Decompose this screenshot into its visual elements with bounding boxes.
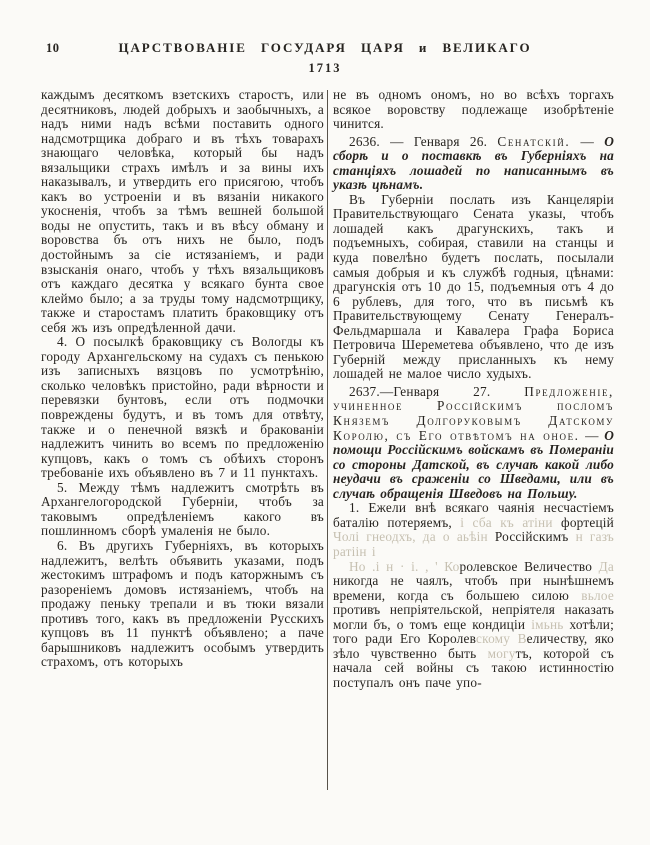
text-column-right — [333, 88, 614, 690]
column-divider-rule — [327, 90, 328, 790]
entry-2637-heading — [333, 385, 614, 501]
text-run: еличеству, яко зѣло чувственно быть — [333, 631, 614, 661]
faded-text-run: і сба къ атіни — [460, 514, 562, 530]
faded-text-run: могу — [487, 645, 516, 661]
page-number: 10 — [46, 41, 60, 55]
text-run: противъ непріятельской, непріятеля наказать могли бъ, о томъ еще кондиціи — [333, 602, 614, 632]
text-run: каждымъ десяткомъ взетскихъ старостъ, или десятниковъ, людей добрыхъ и заобычныхъ, а надъ ними надъ всѣми поставить одного надсмотрщика добраго и въ тѣхъ товарахъ знающаго человѣка, который бы надъ вязальщики страхъ имѣлъ и за вины ихъ наказывалъ, и утвердить его присягою, чтобъ какъ во устроеніи и въ вязаніи никакого укосненія, чтобъ за тѣмъ вешней большой воды не опустить, такъ и въ вѣсу обману и воровства бъ отъ нихъ не было, подъ достойнымъ за сіе истязаніемъ, и ради взысканія онаго, чтобъ у тѣхъ вязальщиковъ отъ каждаго десятка у всякаго бунта свое клеймо было; а за труды тому надсмотрщику, также и старостамъ платить браковщику отъ себя жъ изъ опредѣленной дачи. — [41, 87, 324, 335]
text-run: 2636. — Генваря 26. — [349, 133, 498, 149]
running-title: ЦАРСТВОВАНІЕ ГОСУДАРЯ ЦАРЯ и ВЕЛИКАГО — [118, 40, 532, 55]
text-run: тъ, которой съ начала сей войны съ такою истинностію поступалъ онъ паче упо- — [333, 645, 614, 690]
text-run: 1. Ежели внѣ всякаго чаянія несчастіемъ баталію потеряемъ, — [333, 500, 614, 530]
text-run: — — [570, 133, 605, 149]
law-item-4 — [41, 335, 324, 480]
text-run: не въ одномъ ономъ, но во всѣхъ торгахъ всякое воровству подлежаще изобрѣтеніе чинится. — [333, 87, 614, 132]
faded-text-run: імьнь — [531, 616, 570, 632]
faded-text-run: Чолі гнеодхъ, да о аьѣін — [333, 529, 495, 545]
text-run: Въ Губерніи послать изъ Канцеляріи Правительствующаго Сената указы, чтобъ лошадей какъ драгунскихъ, такъ и подъемныхъ, собирая, ставили на станцы и куда повелѣно будетъ послать, посылали самыя добрыя и къ службѣ годныя, цѣнами: драгунскія отъ 10 до 15, подъемныя отъ 4 до 6 рублевъ, для того, что въ письмѣ къ Правительствующему Сенату Генералъ-Фельдмаршала и Кавалера Графа Бориса Петровича Шереметева объявлено, что де изъ Губерній между присланныхъ къ нему лошадей не малое число худыхъ. — [333, 191, 614, 382]
year-heading: 1713 — [308, 61, 342, 75]
faded-text-run: вьлое — [581, 587, 614, 603]
text-run: Россійскимъ — [494, 529, 576, 545]
text-run: хотѣли; того ради Его Королев — [333, 616, 615, 647]
text-run: 6. Въ другихъ Губерніяхъ, въ которыхъ надлежитъ, велѣть объявить указами, подъ жестокимъ штрафомъ и подъ каторжнымъ съ разореніемъ домовъ истязаніемъ, чтобъ на продажу пеньку трепали и въ тюки вязали противъ того, какъ въ предложеніи Русскихъ купцовъ въ 11 пунктѣ объявлено; а паче барышниковъ надлежитъ особымъ утвердить страхомъ, отъ которыхъ — [41, 537, 324, 670]
entry-2637-point-1 — [333, 501, 614, 559]
faded-text-run: Но .і н · і. , ' Ко — [349, 558, 460, 574]
text-run: Сенатскій. — [497, 133, 571, 149]
text-run: — — [579, 427, 605, 443]
text-column-left — [41, 88, 324, 670]
text-run: 5. Между тѣмъ надлежитъ смотрѣть въ Архангелогородской Губерніи, чтобъ за таковымъ опредѣленіемъ какого въ пошлинномъ сборѣ умаленія не было. — [41, 479, 324, 539]
law-item-6 — [41, 539, 324, 670]
text-run: 2637.—Генваря 27. — [349, 383, 525, 399]
law-item-5 — [41, 481, 324, 539]
faded-text-run: скому В — [476, 631, 527, 647]
faded-text-run: Да — [598, 558, 614, 574]
text-run: никогда не чаялъ, чтобъ при нынѣшнемъ времени, когда съ большею силою — [333, 573, 614, 603]
text-run: фортецій — [561, 514, 614, 530]
faded-text-run: н газъ ратіін і — [333, 529, 614, 559]
text-run: О сборѣ и о поставкѣ въ Губерніяхъ на станціяхъ лошадей по написаннымъ въ указѣ цѣнамъ. — [333, 133, 615, 193]
law-text-continuation — [333, 88, 614, 132]
text-run: ролевское Величество — [459, 558, 599, 574]
law-item-3-continuation — [41, 88, 324, 335]
entry-2637-point-2 — [333, 560, 614, 691]
text-run: Предложеніе, учиненное Россійскимъ посломъ Княземъ Долгоруковымъ Датскому Королю, съ Его отвѣтомъ на оное. — [333, 383, 614, 443]
text-run: О помощи Россійскимъ войскамъ въ Помераніи со стороны Датской, въ случаѣ какой либо неудачи въ сраженіи со Шведами, или въ случаѣ обращенія Шведовъ на Польшу. — [333, 427, 614, 501]
entry-2636-heading — [333, 135, 614, 193]
text-run: 4. О посылкѣ браковщику съ Вологды къ городу Архангельскому на судахъ съ пенькою изъ записныхъ вязцовъ по усмотрѣнію, сколько человѣкъ пристойно, ради вѣрности и перевязки бунтовъ, если отъ подмочки повреждены будутъ, и въ томъ для отвѣту, также и о пенечной вязкѣ и бракованіи надлежитъ чинить во всемъ по предложенію купцовъ, какъ о томъ съ обѣихъ сторонъ требованіе ихъ объявлено въ 7 и 11 пунктахъ. — [41, 334, 324, 481]
entry-2636-body — [333, 193, 614, 382]
